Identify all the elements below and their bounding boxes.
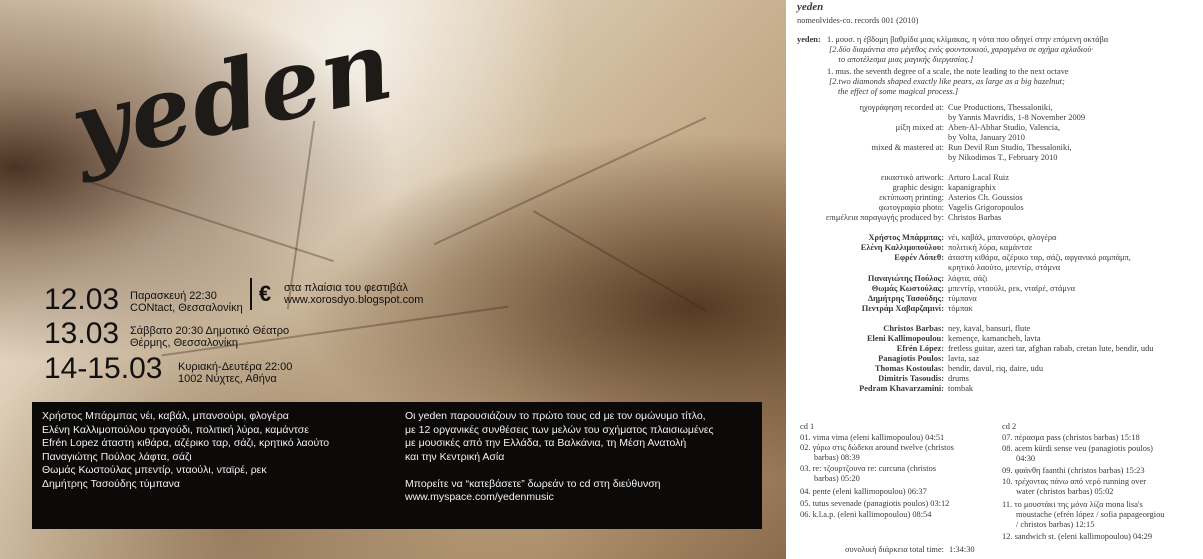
cd1-label: cd 1: [800, 422, 815, 431]
album-title: yeden: [797, 1, 824, 13]
track: 10. τρέχοντας πάνω από νερό running over: [1002, 477, 1146, 486]
track: 06. k.l.a.p. (eleni kallimopoulou) 08:54: [800, 510, 932, 519]
track: 03. re: τζουρτζουνα re: curcuna (christos: [800, 464, 937, 473]
credit-label: μίξη mixed at:: [895, 123, 944, 132]
track: moustache (efrén lópez / sofia papageorgiou: [1016, 510, 1165, 519]
member-line: Παναγιώτης Πούλος λάφτα, σάζι: [42, 450, 192, 463]
credit-label: ηχογράφηση recorded at:: [859, 103, 944, 112]
track: 08. acem kürdi sense veu (panagiotis poulos): [1002, 444, 1153, 453]
track: / christos barbas) 12:15: [1016, 520, 1095, 529]
member-line: Efrén Lopez άταστη κιθάρα, αζέρικο ταρ, σάζι, κρητικό λαούτο: [42, 437, 330, 449]
description: Οι yeden παρουσιάζουν το πρώτο τους cd με τον ομώνυμο τίτλο, με 12 οργανικές συνθέσεις των μελών του σχήματος πλαισιωμένες με μουσικές από την Ελλάδα, τα Βαλκάνια, τη Μέση Ανατολή και την Κεντρική Ασία Μπορείτε να “κατεβάσετε” δωρεάν το cd στη διεύθυνση www.myspace.com/yedenmusic: [405, 410, 714, 503]
festival-link[interactable]: www.xorosdyo.blogspot.com: [284, 294, 424, 306]
member-line: Θωμάς Κωστούλας μπεντίρ, νταούλι, νταϊρέ, ρεκ: [42, 464, 267, 476]
track: 04:30: [1016, 454, 1036, 463]
track: 04. pente (eleni kallimopoulou) 06:37: [800, 487, 927, 496]
credit-label: mixed & mastered at:: [871, 143, 944, 152]
credits-panel: yeden nomeolvides-co. records 001 (2010) yeden: 1. μουσ. η έβδομη βαθμίδα μιας κλίμακας, η νότα που οδηγεί στην επόμενη οκτάβα [2.δύο διαμάντια στο μέγεθος ενός φουντουκιού, χαραγμένα σε σχήμα αχλαδιού· το αποτέλεσμα μιας μαγικής διεργασίας.] 1. mus. the seventh degree of a scale, the note leading to the next octave [2.two diamonds shaped exactly like pears, as large as a big hazelnut; the effect of some magical process.] ηχογράφηση recorded at: Cue Productions, Thessaloniki, by Yannis Mavridis, 1-8 November 2009 μίξη mixed at: Aben-Al-Abbar Studio, Valencia, by Volta, January 2010 mixed & mastered at: Run Devil Run Studio, Thessaloniki, by Nikodimos T., February 2010 εικαστικό artwork: Arturo Lacal Ruiz graphic design: kapanigraphix εκτύπωση printing: Asterios Ch. Goussios φωτογραφία photo: Vagelis Grigoropoulos επιμέλεια παραγωγής produced by: Christos Barbas Χρήστος Μπάρμπας: νέι, καβάλ, μπανσούρι, φλογέρα Ελένη Καλλιμοπούλου: πολιτική λύρα, καμάντσε Εφρέν Λόπεθ: άταστη κιθάρα, αζέρικο ταρ, σάζι, αφγανικό ραμπάμπ, κρητικό λαούτο, μπεντίρ, στάμνα Παναγιώτης Πούλος: λάφτα, σάζι Θωμάς Κωστούλας: μπεντίρ, νταούλι, ρεκ, νταϊρέ, στάμνα Δημήτρης Τασούδης: τύμπανα Πεντράμ Χαβαρζαμινί: τόμπακ Christos Barbas: ney, kaval, bansuri, flute Eleni Kallimopoulou: kemençe, kamancheh, lavta Efrén López: fretless guitar, azeri tar, afghan rabab, cretan lute, bendir, udu Panagiotis Poulos: lavta, saz Thomas Kostoulas: bendir, davul, riq, daire, udu Dimitris Tasoudis: drums Pedram Khavarzamini: tombak cd 1 01. vima vima (eleni kallimopoulou) 04:51 02. γύρω στις δώδεκα around twelve (christos barbas) 08:39 03. re: τζουρτζουνα re: curcuna (christos barbas) 05:20 04. pente (eleni kallimopoulou) 06:37 05. tutus sevenade (panagiotis poulos) 03:12 06. k.l.a.p. (eleni kallimopoulou) 08:54 cd 2 07. πέρασμα pass (christos barbas) 15:18 08. acem kürdi sense veu (panagiotis poulos) 04:30 09. φαάνθη faanthi (christos barbas) 15:23 10. τρέχοντας πάνω από νερό running over water (christos barbas) 05:02 11. το μουστάκι της μόνα λίζα mona lisa's moustache (efrén lópez / sofia papageorgiou / christos barbas) 12:15 12. sandwich st. (eleni kallimopoulou) 04:29 συνολική διάρκεια total time: 1:34:30: [786, 0, 1203, 559]
total-time-label: συνολική διάρκεια total time:: [845, 545, 944, 554]
date-2-info: Σάββατο 20:30 Δημοτικό Θέατρο Θέρμης, Θεσσαλονίκη: [130, 325, 290, 349]
member-line: Χρήστος Μπάρμπας νέι, καβάλ, μπανσούρι, φλογέρα: [42, 410, 289, 422]
track: 02. γύρω στις δώδεκα around twelve (christos: [800, 443, 954, 452]
track: 12. sandwich st. (eleni kallimopoulou) 04:29: [1002, 532, 1153, 541]
track: barbas) 05:20: [814, 474, 860, 483]
track: barbas) 08:39: [814, 453, 860, 462]
festival-info: [250, 278, 423, 310]
myspace-link[interactable]: www.myspace.com/yedenmusic: [405, 491, 554, 503]
date-2: 13.03: [44, 317, 120, 350]
total-time-value: 1:34:30: [949, 545, 975, 554]
track: 05. tutus sevenade (panagiotis poulos) 03:12: [800, 499, 950, 508]
date-3-info: Κυριακή-Δευτέρα 22:00 1002 Νύχτες, Αθήνα: [178, 361, 293, 385]
date-1: 12.03: [44, 283, 120, 316]
label-catalog: nomeolvides-co. records 001 (2010): [797, 16, 919, 25]
track: 11. το μουστάκι της μόνα λίζα mona lisa's: [1002, 500, 1143, 509]
cd2-label: cd 2: [1002, 422, 1017, 431]
band-logo: yeden: [61, 7, 404, 186]
track: 09. φαάνθη faanthi (christos barbas) 15:23: [1002, 466, 1145, 475]
info-box: [32, 402, 762, 529]
member-line: Δημήτρης Τασούδης τύμπανα: [42, 477, 180, 490]
members-list: [42, 410, 329, 491]
festival-label: στα πλαίσια του φεστιβάλ: [284, 282, 408, 294]
track: water (christos barbas) 05:02: [1016, 487, 1114, 496]
date-1-info: Παρασκευή 22:30 CONtact, Θεσσαλονίκη: [130, 290, 243, 314]
festival-logo-icon: €: [250, 278, 278, 310]
date-3: 14-15.03: [44, 352, 163, 385]
track: 01. vima vima (eleni kallimopoulou) 04:51: [800, 433, 945, 442]
definition-word: yeden:: [797, 35, 821, 44]
member-line: Ελένη Καλλιμοπούλου τραγούδι, πολιτική λύρα, καμάντσε: [42, 423, 309, 436]
track: 07. πέρασμα pass (christos barbas) 15:18: [1002, 433, 1140, 442]
